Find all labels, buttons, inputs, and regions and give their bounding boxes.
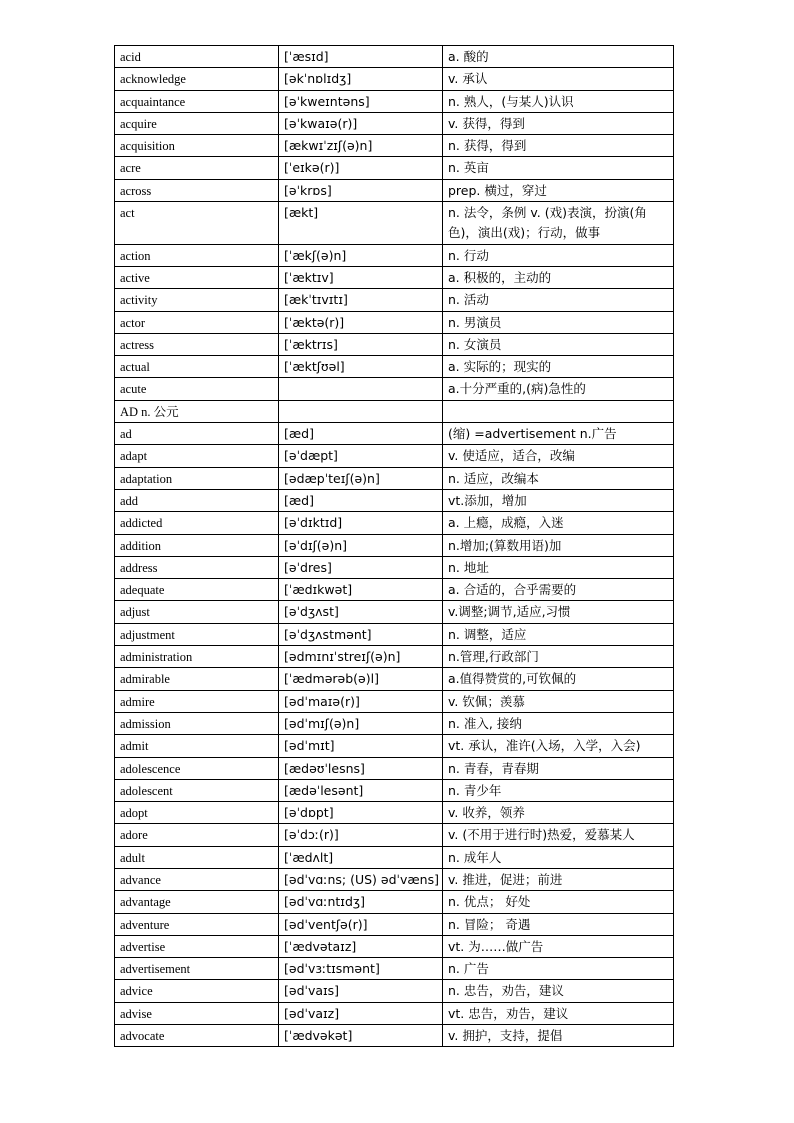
definition-cell: vt. 承认，准许(入场，入学，入会) bbox=[443, 735, 674, 757]
pronunciation-cell: [ədˈvaɪs] bbox=[279, 980, 443, 1002]
table-row bbox=[115, 46, 674, 68]
word-cell: advance bbox=[115, 868, 279, 890]
table-row bbox=[115, 846, 674, 868]
definition-cell: n. 地址 bbox=[443, 556, 674, 578]
word-cell: adapt bbox=[115, 445, 279, 467]
table-row bbox=[115, 623, 674, 645]
word-cell: acquaintance bbox=[115, 90, 279, 112]
table-row bbox=[115, 980, 674, 1002]
definition-cell: n. 活动 bbox=[443, 289, 674, 311]
table-row bbox=[115, 556, 674, 578]
definition-cell: v. 使适应，适合，改编 bbox=[443, 445, 674, 467]
pronunciation-cell: [ædəˈlesənt] bbox=[279, 779, 443, 801]
table-row bbox=[115, 467, 674, 489]
word-cell: admirable bbox=[115, 668, 279, 690]
definition-cell: n. 调整，适应 bbox=[443, 623, 674, 645]
pronunciation-cell: [ədˈvɑːns; (US) ədˈvæns] bbox=[279, 868, 443, 890]
word-cell: adjust bbox=[115, 601, 279, 623]
definition-cell: n. 适应，改编本 bbox=[443, 467, 674, 489]
definition-cell bbox=[443, 400, 674, 422]
table-row bbox=[115, 68, 674, 90]
pronunciation-cell: [ˈædmərəb(ə)l] bbox=[279, 668, 443, 690]
table-row bbox=[115, 489, 674, 511]
word-cell: acquire bbox=[115, 112, 279, 134]
definition-cell: v.调整;调节,适应,习惯 bbox=[443, 601, 674, 623]
definition-cell: a. 积极的，主动的 bbox=[443, 266, 674, 288]
table-row bbox=[115, 179, 674, 201]
pronunciation-cell: [ˈædvəkət] bbox=[279, 1025, 443, 1047]
table-row bbox=[115, 802, 674, 824]
pronunciation-cell: [ˈæsɪd] bbox=[279, 46, 443, 68]
pronunciation-cell: [əˈdʒʌst] bbox=[279, 601, 443, 623]
definition-cell: n. 获得，得到 bbox=[443, 135, 674, 157]
definition-cell: a. 酸的 bbox=[443, 46, 674, 68]
table-row bbox=[115, 868, 674, 890]
table-row bbox=[115, 1025, 674, 1047]
word-cell: acid bbox=[115, 46, 279, 68]
pronunciation-cell: [ækwɪˈzɪʃ(ə)n] bbox=[279, 135, 443, 157]
definition-cell: n. 准入, 接纳 bbox=[443, 712, 674, 734]
word-cell: actual bbox=[115, 356, 279, 378]
table-row bbox=[115, 378, 674, 400]
table-row bbox=[115, 534, 674, 556]
definition-cell: a.十分严重的,(病)急性的 bbox=[443, 378, 674, 400]
table-row bbox=[115, 266, 674, 288]
definition-cell: n. 行动 bbox=[443, 244, 674, 266]
word-cell: acquisition bbox=[115, 135, 279, 157]
table-row bbox=[115, 646, 674, 668]
definition-cell: v. 收养，领养 bbox=[443, 802, 674, 824]
word-cell: adore bbox=[115, 824, 279, 846]
word-cell: actress bbox=[115, 333, 279, 355]
definition-cell: a.值得赞赏的,可钦佩的 bbox=[443, 668, 674, 690]
definition-cell: vt.添加，增加 bbox=[443, 489, 674, 511]
pronunciation-cell: [ˈæktrɪs] bbox=[279, 333, 443, 355]
word-cell: adult bbox=[115, 846, 279, 868]
definition-cell: n. 英亩 bbox=[443, 157, 674, 179]
vocabulary-table-body bbox=[115, 46, 674, 1047]
word-cell: acute bbox=[115, 378, 279, 400]
definition-cell: n. 熟人，(与某人)认识 bbox=[443, 90, 674, 112]
definition-cell: n. 冒险； 奇遇 bbox=[443, 913, 674, 935]
word-cell: addition bbox=[115, 534, 279, 556]
pronunciation-cell: [ədmɪnɪˈstreɪʃ(ə)n] bbox=[279, 646, 443, 668]
pronunciation-cell: [ədˈmaɪə(r)] bbox=[279, 690, 443, 712]
pronunciation-cell: [əˈdæpt] bbox=[279, 445, 443, 467]
word-cell: administration bbox=[115, 646, 279, 668]
pronunciation-cell: [æd] bbox=[279, 489, 443, 511]
word-cell: admire bbox=[115, 690, 279, 712]
pronunciation-cell: [əˈdʒʌstmənt] bbox=[279, 623, 443, 645]
table-row bbox=[115, 779, 674, 801]
definition-cell: n.管理,行政部门 bbox=[443, 646, 674, 668]
pronunciation-cell: [əˈdres] bbox=[279, 556, 443, 578]
word-cell: adjustment bbox=[115, 623, 279, 645]
word-cell: adaptation bbox=[115, 467, 279, 489]
definition-cell: vt. 忠告，劝告，建议 bbox=[443, 1002, 674, 1024]
table-row bbox=[115, 824, 674, 846]
pronunciation-cell: [əkˈnɒlɪdʒ] bbox=[279, 68, 443, 90]
word-cell: advocate bbox=[115, 1025, 279, 1047]
definition-cell: a. 实际的；现实的 bbox=[443, 356, 674, 378]
word-cell: acknowledge bbox=[115, 68, 279, 90]
word-cell: adopt bbox=[115, 802, 279, 824]
pronunciation-cell: [ədˈvaɪz] bbox=[279, 1002, 443, 1024]
definition-cell: n. 女演员 bbox=[443, 333, 674, 355]
pronunciation-cell: [ədæpˈteɪʃ(ə)n] bbox=[279, 467, 443, 489]
table-row bbox=[115, 157, 674, 179]
pronunciation-cell: [ədˈmɪt] bbox=[279, 735, 443, 757]
table-row bbox=[115, 512, 674, 534]
word-cell: ad bbox=[115, 423, 279, 445]
pronunciation-cell: [əˈdɪʃ(ə)n] bbox=[279, 534, 443, 556]
word-cell: AD n. 公元 bbox=[115, 400, 279, 422]
definition-cell: v. 拥护，支持，提倡 bbox=[443, 1025, 674, 1047]
pronunciation-cell: [əˈkrɒs] bbox=[279, 179, 443, 201]
pronunciation-cell bbox=[279, 400, 443, 422]
pronunciation-cell: [æd] bbox=[279, 423, 443, 445]
word-cell: add bbox=[115, 489, 279, 511]
table-row bbox=[115, 333, 674, 355]
vocabulary-table bbox=[114, 45, 674, 1047]
definition-cell: v. 推进，促进；前进 bbox=[443, 868, 674, 890]
table-row bbox=[115, 668, 674, 690]
definition-cell: a. 合适的，合乎需要的 bbox=[443, 579, 674, 601]
word-cell: adequate bbox=[115, 579, 279, 601]
definition-cell: v. 承认 bbox=[443, 68, 674, 90]
table-row bbox=[115, 712, 674, 734]
table-row bbox=[115, 423, 674, 445]
table-row bbox=[115, 135, 674, 157]
definition-cell: v. (不用于进行时)热爱，爱慕某人 bbox=[443, 824, 674, 846]
table-row bbox=[115, 757, 674, 779]
definition-cell: n. 男演员 bbox=[443, 311, 674, 333]
table-row bbox=[115, 891, 674, 913]
pronunciation-cell: [ædəʊˈlesns] bbox=[279, 757, 443, 779]
pronunciation-cell: [ækˈtɪvɪtɪ] bbox=[279, 289, 443, 311]
table-row bbox=[115, 958, 674, 980]
table-row bbox=[115, 400, 674, 422]
definition-cell: n. 广告 bbox=[443, 958, 674, 980]
pronunciation-cell: [ədˈvɜːtɪsmənt] bbox=[279, 958, 443, 980]
table-row bbox=[115, 735, 674, 757]
definition-cell: (缩) =advertisement n.广告 bbox=[443, 423, 674, 445]
table-row bbox=[115, 935, 674, 957]
table-row bbox=[115, 913, 674, 935]
word-cell: address bbox=[115, 556, 279, 578]
pronunciation-cell: [ˈæktɪv] bbox=[279, 266, 443, 288]
pronunciation-cell: [əˈdɪktɪd] bbox=[279, 512, 443, 534]
word-cell: actor bbox=[115, 311, 279, 333]
word-cell: admit bbox=[115, 735, 279, 757]
definition-cell: n. 青少年 bbox=[443, 779, 674, 801]
pronunciation-cell: [ˈeɪkə(r)] bbox=[279, 157, 443, 179]
word-cell: adolescence bbox=[115, 757, 279, 779]
pronunciation-cell: [əˈdɔː(r)] bbox=[279, 824, 443, 846]
table-row bbox=[115, 445, 674, 467]
definition-cell: n. 忠告，劝告，建议 bbox=[443, 980, 674, 1002]
definition-cell: vt. 为……做广告 bbox=[443, 935, 674, 957]
table-row bbox=[115, 579, 674, 601]
pronunciation-cell: [ˈædvətaɪz] bbox=[279, 935, 443, 957]
word-cell: act bbox=[115, 202, 279, 245]
word-cell: activity bbox=[115, 289, 279, 311]
word-cell: action bbox=[115, 244, 279, 266]
pronunciation-cell bbox=[279, 378, 443, 400]
word-cell: addicted bbox=[115, 512, 279, 534]
pronunciation-cell: [əˈkwaɪə(r)] bbox=[279, 112, 443, 134]
definition-cell: n. 优点； 好处 bbox=[443, 891, 674, 913]
table-row bbox=[115, 112, 674, 134]
pronunciation-cell: [ˈæktə(r)] bbox=[279, 311, 443, 333]
table-row bbox=[115, 244, 674, 266]
word-cell: advice bbox=[115, 980, 279, 1002]
pronunciation-cell: [əˈkweɪntəns] bbox=[279, 90, 443, 112]
pronunciation-cell: [ˈædɪkwət] bbox=[279, 579, 443, 601]
word-cell: across bbox=[115, 179, 279, 201]
pronunciation-cell: [ədˈventʃə(r)] bbox=[279, 913, 443, 935]
pronunciation-cell: [ækt] bbox=[279, 202, 443, 245]
pronunciation-cell: [ədˈmɪʃ(ə)n] bbox=[279, 712, 443, 734]
word-cell: adventure bbox=[115, 913, 279, 935]
definition-cell: v. 钦佩；羡慕 bbox=[443, 690, 674, 712]
definition-cell: n. 青春，青春期 bbox=[443, 757, 674, 779]
table-row bbox=[115, 1002, 674, 1024]
definition-cell: prep. 横过，穿过 bbox=[443, 179, 674, 201]
table-row bbox=[115, 311, 674, 333]
table-row bbox=[115, 90, 674, 112]
table-row bbox=[115, 601, 674, 623]
pronunciation-cell: [ˈædʌlt] bbox=[279, 846, 443, 868]
table-row bbox=[115, 690, 674, 712]
word-cell: advertisement bbox=[115, 958, 279, 980]
pronunciation-cell: [ˈæktʃʊəl] bbox=[279, 356, 443, 378]
definition-cell: v. 获得，得到 bbox=[443, 112, 674, 134]
word-cell: advantage bbox=[115, 891, 279, 913]
table-row bbox=[115, 356, 674, 378]
pronunciation-cell: [əˈdɒpt] bbox=[279, 802, 443, 824]
table-row bbox=[115, 202, 674, 245]
word-cell: admission bbox=[115, 712, 279, 734]
table-row bbox=[115, 289, 674, 311]
definition-cell: n.增加;(算数用语)加 bbox=[443, 534, 674, 556]
word-cell: advise bbox=[115, 1002, 279, 1024]
pronunciation-cell: [ˈækʃ(ə)n] bbox=[279, 244, 443, 266]
word-cell: adolescent bbox=[115, 779, 279, 801]
pronunciation-cell: [ədˈvɑːntɪdʒ] bbox=[279, 891, 443, 913]
word-cell: active bbox=[115, 266, 279, 288]
definition-cell: n. 法令，条例 v. (戏)表演，扮演(角色)，演出(戏)；行动，做事 bbox=[443, 202, 674, 245]
definition-cell: n. 成年人 bbox=[443, 846, 674, 868]
word-cell: advertise bbox=[115, 935, 279, 957]
word-cell: acre bbox=[115, 157, 279, 179]
definition-cell: a. 上瘾，成瘾，入迷 bbox=[443, 512, 674, 534]
